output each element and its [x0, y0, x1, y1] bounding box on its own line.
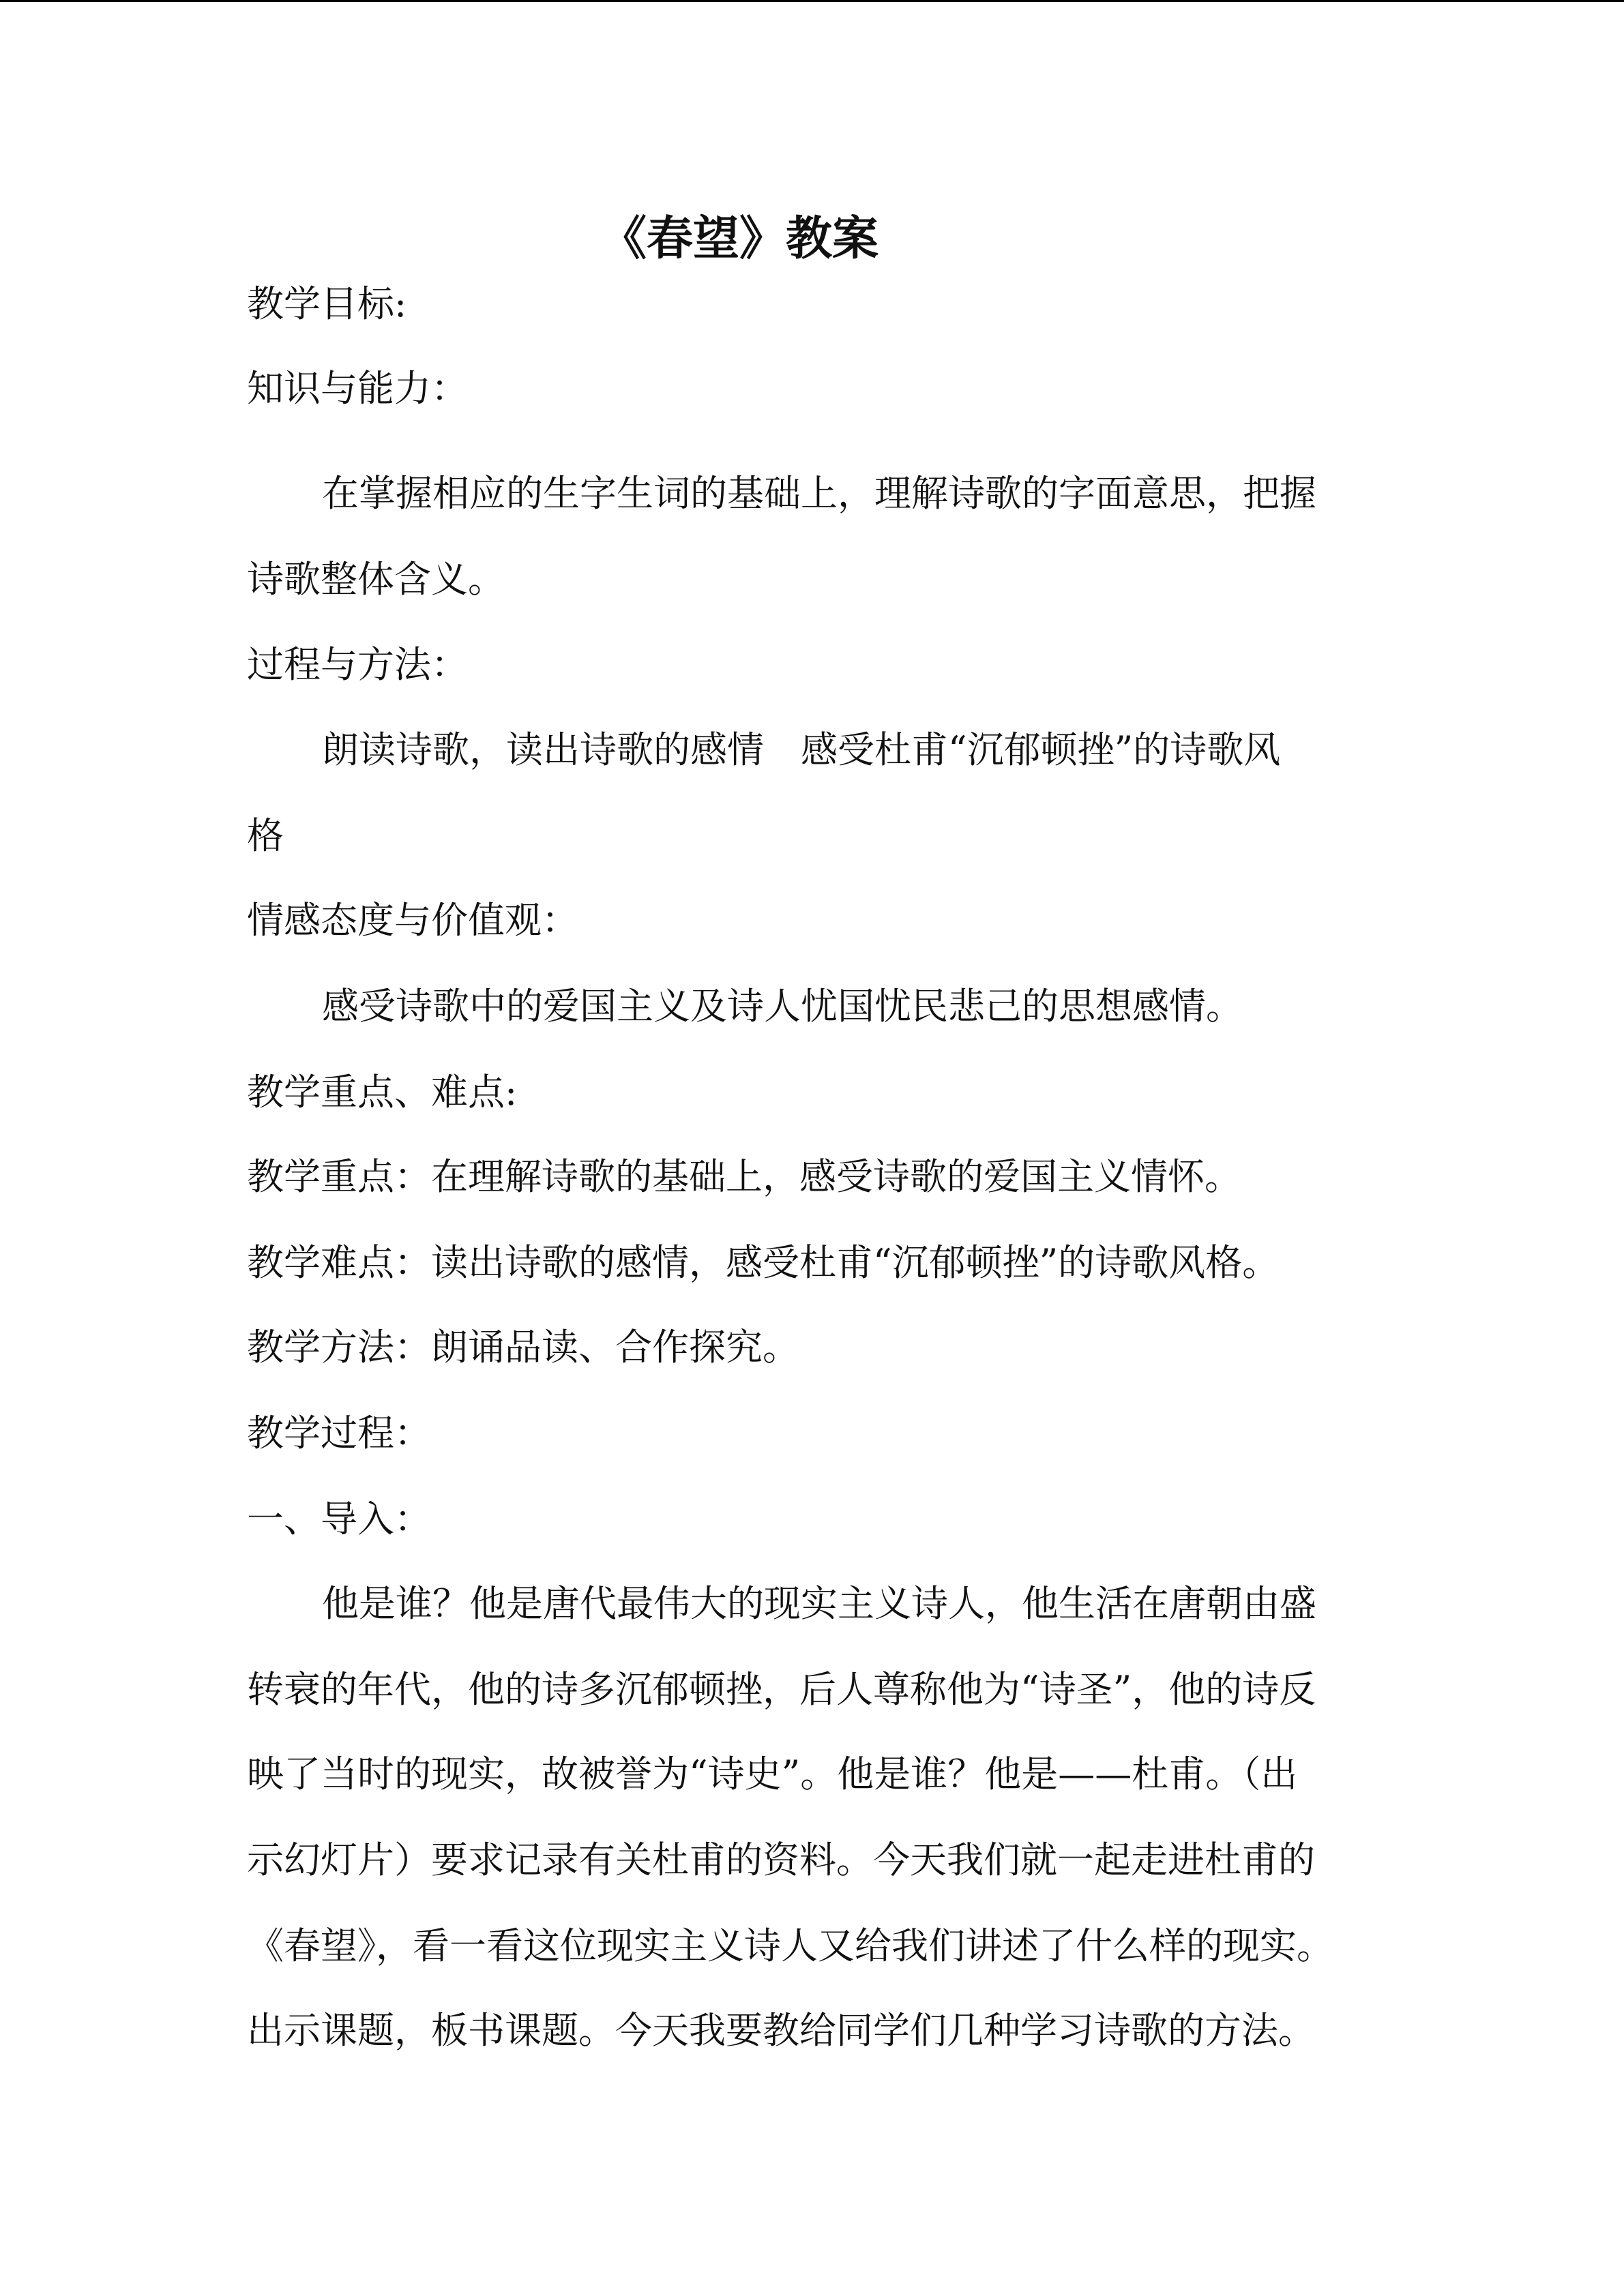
paragraph-line: 他是谁？他是唐代最伟大的现实主义诗人，他生活在唐朝由盛 — [322, 1582, 1316, 1625]
paragraph-line: 在掌握相应的生字生词的基础上，理解诗歌的字面意思，把握 — [322, 472, 1316, 515]
paragraph-line: 感受诗歌中的爱国主义及诗人忧国忧民悲己的思想感情。 — [322, 985, 1243, 1028]
paragraph-line: 转衰的年代，他的诗多沉郁顿挫，后人尊称他为“诗圣”，他的诗反 — [247, 1668, 1316, 1711]
paragraph-line: 格 — [247, 814, 284, 857]
paragraph-line: 出示课题，板书课题。今天我要教给同学们几种学习诗歌的方法。 — [247, 2009, 1315, 2052]
page-top-border — [0, 0, 1624, 2]
subheading-knowledge-ability: 知识与能力： — [247, 367, 468, 410]
section-heading-teaching-process: 教学过程： — [247, 1412, 431, 1455]
paragraph-line: 映了当时的现实，故被誉为“诗史”。他是谁？他是——杜甫。（出 — [247, 1753, 1298, 1795]
section-heading-key-difficult-points: 教学重点、难点: — [247, 1071, 518, 1114]
paragraph-line: 示幻灯片）要求记录有关杜甫的资料。今天我们就一起走进杜甫的 — [247, 1838, 1315, 1881]
key-point-line: 教学重点：在理解诗歌的基础上，感受诗歌的爱国主义情怀。 — [247, 1155, 1241, 1198]
paragraph-line: 朗读诗歌，读出诗歌的感情 感受杜甫“沉郁顿挫”的诗歌风 — [322, 728, 1281, 771]
section-heading-teaching-goals: 教学目标: — [247, 282, 407, 325]
paragraph-line: 《春望》，看一看这位现实主义诗人又给我们讲述了什么样的现实。 — [247, 1924, 1333, 1967]
subheading-process-method: 过程与方法： — [247, 643, 468, 686]
paragraph-line: 诗歌整体含义。 — [247, 558, 505, 601]
document-title: 《春望》教案 — [600, 211, 879, 266]
subheading-emotion-values: 情感态度与价值观： — [247, 899, 578, 942]
subheading-introduction: 一、导入： — [247, 1497, 431, 1540]
teaching-method-line: 教学方法：朗诵品读、合作探究。 — [247, 1326, 799, 1369]
difficult-point-line: 教学难点：读出诗歌的感情，感受杜甫“沉郁顿挫”的诗歌风格。 — [247, 1241, 1280, 1284]
